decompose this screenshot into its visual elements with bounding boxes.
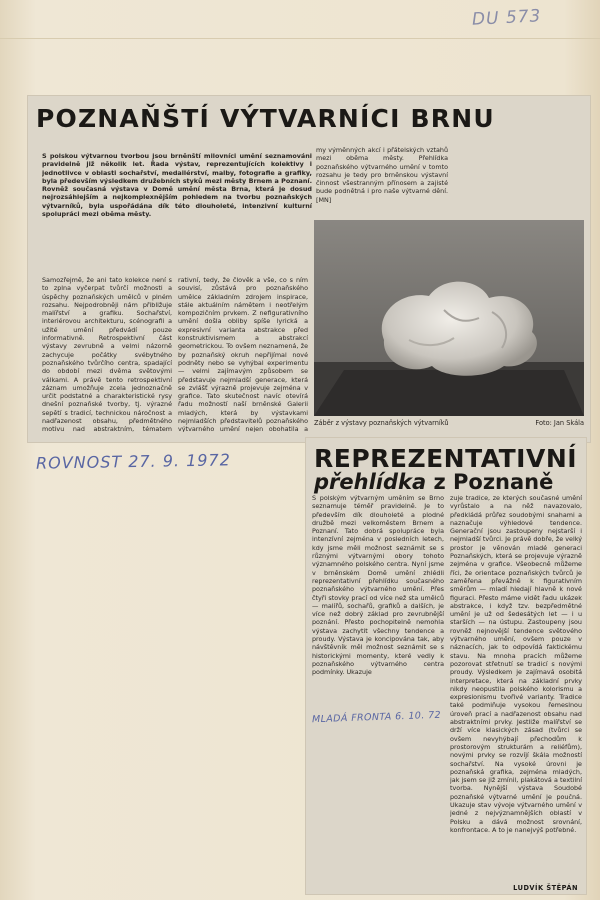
newspaper-clipping-mlada-fronta bbox=[306, 438, 586, 894]
photo-caption: Záběr z výstavy poznaňských výtvarníků bbox=[314, 419, 449, 427]
newspaper-clipping-rovnost bbox=[28, 96, 590, 442]
sheet-fold bbox=[0, 38, 600, 39]
article-author: LUDVÍK ŠTĚPÁN bbox=[513, 884, 578, 892]
exhibition-photo bbox=[314, 220, 584, 416]
article-column-2: rativní, tedy, že člověk a vše, co s ním souvisí, zůstává pro poznaňského umělce základním zdrojem inspirace, stále aktuálním námětem i neotřelým kompozičním prvkem. Z nefigurativního umění došla obliby spíše lyrická a expresivní varianta abstrakce před konstruktivismem a abstrakcí geometrickou. To ovšem neznamená, že by poznaňský okruh nepřijímal nové podněty nebo se vyhýbal experimentu — velmi zajímavým způsobem se představuje nejmladší generace, která se zvlášť výrazně projevuje zejména v grafice. Tato skutečnost navíc otevírá řadu možností naší brněnské Galerii mladých, která by výstavkami nejmladších představitelů poznaňského výtvarného umění nejen obohatila a bbox=[178, 276, 308, 432]
archive-code: DU 573 bbox=[471, 6, 542, 30]
clipping-lead-paragraph: S polskou výtvarnou tvorbou jsou brněnští milovníci umění seznamováni pravidelně již několik let. Řada výstav, reprezentujících kolektivy i jednotlivce v oblasti sochařství, medailérství, malby, fotografie a grafiky, byla především výsledkem družebních styků mezi městy Brnem a Poznaní. Rovněž současná výstava v Domě umění města Brna, která je dosud nejrozsáhlejším a nejkomplexnějším pohledem na tvorbu poznaňských výtvarníků, byla uspořádána dík této dlouholeté, intenzivní kulturní spolupráci mezi oběma městy. bbox=[42, 152, 312, 219]
photo-credit: Foto: Jan Skála bbox=[535, 419, 584, 427]
article-column-3: my výměnných akcí i přátelských vztahů mezi oběma městy. Přehlídka poznaňského výtvarného umění v tomto rozsahu je tedy pro brněnskou výstavní činnost všestranným přínosem a zajisté bude podnětná i pro naše výtvarné dění. [MN] bbox=[316, 146, 448, 204]
clipping-headline: POZNAŇŠTÍ VÝTVARNÍCI BRNU bbox=[36, 104, 495, 133]
handwritten-source-note-2: MLADÁ FRONTA 6. 10. 72 bbox=[311, 709, 442, 726]
photo-caption-row bbox=[314, 419, 584, 427]
handwritten-source-note: ROVNOST 27. 9. 1972 bbox=[35, 450, 231, 473]
sculpture-image bbox=[314, 220, 584, 416]
headline-word-z-poznane: z Poznaně bbox=[433, 470, 554, 494]
headline-word-prehlidka: přehlídka bbox=[314, 470, 427, 494]
article-column-2: zuje tradice, ze kterých současné umění vyrůstalo a na něž navazovalo, předkládá průřez soudobými snahami a naznačuje výhledové tendence. Generační jsou zastoupeny nejstarší i nejmladší tvůrci. Je právě dobře, že velký prostor je věnován mladé generaci Poznaňských, která se projevuje výrazně zejména v grafice. Všeobecně můžeme říci, že orientace poznaňských tvůrců je zaměřena převážně k figurativním směrům — mladí hledají hlavně k nové figuraci. Přesto máme vidět řadu ukázek abstrakce, i když tzv. bezpředmětné umění je už od šedesátých let — i u starších — na ústupu. Zastoupeny jsou rovněž nejnovější tendence světového výtvarného umění, ovšem pouze v náznacích, jak to odpovídá faktickému stavu. Na mnoha pracích můžeme pozorovat střetnutí se tradicí s novými proudy. Výsledkem je zajímavá osobitá interpretace, která na základní prvky nikdy neopustila polského kolorismu a expresionismu tvořivé varianty. Tradice také podmiňuje vysokou řemeslnou úroveň prací a nadřazenost obsahu nad abstraktními prvky. Jestliže malířství se drží více klasických zásad (tvůrci se ovšem nevyhýbají přechodům k prostorovým strukturám a reliéfům), novými prvky se rozvíjí škála možností sochařství. Na vysoké úrovni je poznaňská grafika, zejména mladých, jak jsem se již zmínil, plakátová a textilní tvorba. Nynější výstava Soudobé poznaňské výtvarné umění je poučná. Ukazuje stav vývoje výtvarného umění v jedné z nejvýznamnějších oblastí v Polsku a dává možnost srovnání, konfrontace. A to je nanejvýš potřebné. bbox=[450, 494, 582, 834]
article-column-1: Samozřejmě, že ani tato kolekce není s to zplna vyčerpat tvůrčí možnosti a úspěchy poznaňských umělců v plném rozsahu. Nejpodrobněji nám přibližuje malířství a grafiku. Sochařství, interiérovou architekturu, scénografii a užité umění předvádí pouze informativně. Retrospektivní část výstavy zevrubně a velmi názorně zachycuje počátky svébytného poznaňského tvůrčího centra, spadající do období mezi dvěma světovými válkami. A právě tento retrospektivní záznam umožňuje zcela jednoznačně určit podstatné a charakteristické rysy dnešní poznaňské tvorby, tj. výrazné sepětí s tradicí, technickou náročnost a nadřazenost obsahu, předmětného motivu nad abstraktním, tématem bbox=[42, 276, 172, 432]
clipping-headline: REPREZENTATIVNÍ bbox=[314, 444, 578, 473]
article-column-1: S polským výtvarným uměním se Brno seznamuje téměř pravidelně. Je to především dík dlouholeté a plodné družbě mezi velkoměstem Brnem a Poznaní. Tato dobrá spolupráce byla intenzívní zejména v posledních letech, kdy jsme měli možnost seznámit se s různými výtvarnými obory tohoto významného polského centra. Nyní jsme v brněnském Domě umění zhlédli reprezentativní přehlídku současného poznaňského výtvarného umění. Přes čtyři stovky prací od více než sta umělců — malířů, sochařů, grafiků a dalších, je více než dobrý základ pro zevrubnější poznání. Přesto pochopitelně nemohla výstava zachytit všechny tendence a proudy. Výstava je koncipována tak, aby návštěvník měl možnost seznámit se s historickými momenty, které vedly k poznaňského výtvarného centra podmínky. Ukazuje bbox=[312, 494, 444, 677]
clipping-subheadline bbox=[314, 470, 553, 494]
